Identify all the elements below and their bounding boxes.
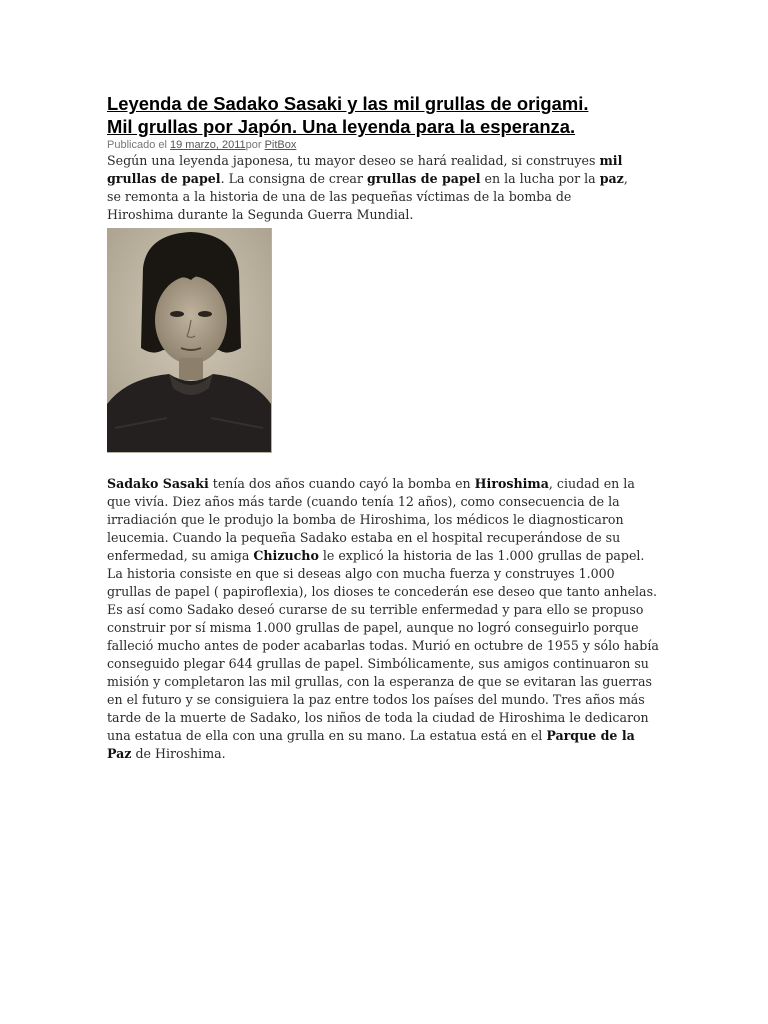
bold-chizucho: Chizucho xyxy=(253,548,319,563)
meta-by: por xyxy=(245,139,265,151)
intro-bold-paz: paz xyxy=(599,171,624,186)
intro-bold-mil-grullas: mil grullas de papel xyxy=(107,153,623,186)
p1-text-3: le explicó la historia de las 1.000 grullas de papel. La historia consiste en que si deseas algo con mucha fuerza y construyes 1.000 grullas de papel ( papiroflexia), los dioses te concederán ese deseo que tanto anhelas. xyxy=(107,548,658,599)
story-text xyxy=(107,475,662,763)
intro-text-1: Según una leyenda japonesa, tu mayor deseo se hará realidad, si construyes xyxy=(107,153,600,168)
intro-text-4: , se remonta a la historia de una de las pequeñas víctimas de la bomba de Hiroshima durante la Segunda Guerra Mundial. xyxy=(107,171,628,222)
story-paragraph-2 xyxy=(107,601,662,763)
intro-text-2: . La consigna de crear xyxy=(220,171,367,186)
intro-paragraph xyxy=(107,152,642,224)
p1-text-1: tenía dos años cuando cayó la bomba en xyxy=(208,476,475,491)
portrait-photo-icon xyxy=(107,228,271,452)
article-title-line-2: Mil grullas por Japón. Una leyenda para la esperanza. xyxy=(107,116,576,137)
sadako-portrait-photo xyxy=(107,228,272,453)
p2-text-2: de Hiroshima. xyxy=(131,746,226,761)
author-link[interactable]: PitBox xyxy=(264,139,297,151)
article-title xyxy=(107,92,662,138)
article-meta xyxy=(107,139,662,152)
p1-text-2: , ciudad en la que vivía. Diez años más tarde (cuando tenía 12 años), como consecuencia de la irradiación que le produjo la bomba de Hiroshima, los médicos le diagnosticaron leucemia. Cuando la pequeña Sadako estaba en el hospital recuperándose de su enfermedad, su amiga xyxy=(107,476,635,563)
intro-bold-grullas-de-papel: grullas de papel xyxy=(366,171,481,186)
article-title-line-1: Leyenda de Sadako Sasaki y las mil grullas de origami. xyxy=(107,93,589,114)
bold-hiroshima: Hiroshima xyxy=(474,476,549,491)
meta-prefix: Publicado el xyxy=(107,139,170,151)
bold-sadako-sasaki: Sadako Sasaki xyxy=(107,476,209,491)
article xyxy=(107,92,662,763)
story-paragraph-1 xyxy=(107,475,662,601)
date-link[interactable]: 19 marzo, 2011 xyxy=(170,139,246,151)
p2-text-1: Es así como Sadako deseó curarse de su terrible enfermedad y para ello se propuso construir por sí misma 1.000 grullas de papel, aunque no logró conseguirlo porque falleció mucho antes de poder acabarlas todas. Murió en octubre de 1955 y sólo había conseguido plegar 644 grullas de papel. Simbólicamente, sus amigos continuaron su misión y completaron las mil grullas, con la esperanza de que se evitaran las guerras en el futuro y se consiguiera la paz entre todos los países del mundo. Tres años más tarde de la muerte de Sadako, los niños de toda la ciudad de Hiroshima le dedicaron una estatua de ella con una grulla en su mano. La estatua está en el xyxy=(107,602,659,743)
intro-text-3: en la lucha por la xyxy=(480,171,600,186)
bold-parque-de-la-paz: Parque de la Paz xyxy=(107,728,635,761)
